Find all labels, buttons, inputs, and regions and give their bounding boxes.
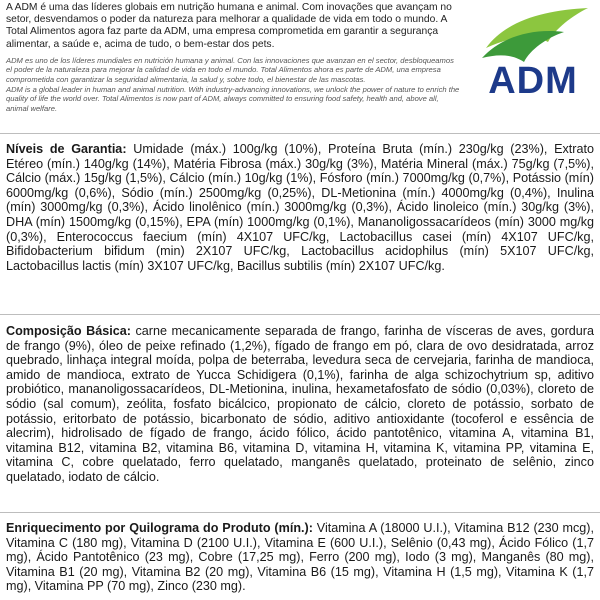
garantia-section bbox=[6, 142, 594, 273]
intro-english: ADM is a global leader in human and animal nutrition. With industry-advancing innovations, we unlock the power of nature to enrich the quality of life the world over. Total Alimentos is now part of ADM, always committed to ensuring food safety, health and, above all, animal welfare. bbox=[6, 84, 460, 113]
divider-1 bbox=[0, 133, 600, 134]
logo-text: ADM bbox=[488, 60, 578, 102]
garantia-title: Níveis de Garantia: bbox=[6, 142, 127, 156]
leaf-icon bbox=[468, 6, 596, 66]
divider-2 bbox=[0, 314, 600, 315]
composicao-section bbox=[6, 324, 594, 485]
intro-spanish: ADM es uno de los líderes mundiales en nutrición humana y animal. Con las innovaciones que avanzan en el sector, desbloqueamos el poder de la naturaleza para mejorar la calidad de vida en todo el mundo. Total Alimentos ahora es parte de ADM, una empresa comprometida con garantizar la seguridad alimentaria, la salud y, sobre todo, el bienestar de las mascotas. bbox=[6, 55, 454, 84]
garantia-text: Umidade (máx.) 100g/kg (10%), Proteína Bruta (mín.) 230g/kg (23%), Extrato Etéreo (mín.) 140g/kg (14%), Matéria Fibrosa (máx.) 30g/kg (3%), Matéria Mineral (máx.) 75g/kg (7,5%), Cálcio (máx.) 15g/kg (1,5%), Cálcio (mín.) 10g/kg (1%), Fósforo (mín.) 7000mg/kg (0,7%), Potássio (mín) 6000mg/kg (0,6%), Sódio (mín.) 2500mg/kg (0,25%), DL-Metionina (mín.) 4000mg/kg (0,4%), Inulina (mín) 3000mg/kg (0,3%), Ácido linolênico (mín.) 3000mg/kg (0,3%), Ácido linoleico (mín.) 30g/kg (3%), DHA (mín) 1500mg/kg (0,15%), EPA (mín) 1000mg/kg (0,1%), Mananoligossacarídeos (mín) 3000 mg/kg (0,3%), Enterococcus faecium (mín) 4X107 UFC/kg, Lactobacillus casei (mín) 4X107 UFC/kg, Bifidobacterium bifidum (min) 2X107 UFC/kg, Lactobacillus acidophilus (mín) 5X107 UFC/kg, Lactobacillus lactis (mín) 3X107 UFC/kg, Bacillus subtilis (mín) 2X107 UFC/kg. bbox=[6, 142, 594, 273]
adm-logo bbox=[468, 6, 596, 106]
enriquecimento-text: Vitamina A (18000 U.I.), Vitamina B12 (230 mcg), Vitamina C (180 mg), Vitamina D (2100 U.I.), Vitamina E (600 U.I.), Selênio (0,43 mg), Ácido Fólico (1,7 mg), Ácido Pantotênico (23 mg), Cobre (17,25 mg), Ferro (200 mg), Iodo (3 mg), Manganês (80 mg), Vitamina B1 (20 mg), Vitamina B2 (20 mg), Vitamina B6 (15 mg), Vitamina H (1,5 mg), Vitamina K (1,7 mg), Vitamina PP (70 mg), Zinco (230 mg). bbox=[6, 521, 594, 594]
composicao-text: carne mecanicamente separada de frango, farinha de vísceras de aves, gordura de frango (9%), óleo de peixe refinado (1,2%), fígado de frango em pó, clara de ovo desidratada, arroz quebrado, linhaça integral moída, polpa de beterraba, levedura seca de cervejaria, farinha de mandioca, amido de mandioca, extrato de Yucca Schidigera (0,1%), farinha de alga schizochytrium sp, aditivo probiótico, mananoligossacarídeos, DL-Metionina, inulina, hexametafosfato de sódio (0,03%), cloreto de sódio (sal comum), zeólita, fosfato bicálcico, propionato de cálcio, cloreto de potássio, sorbato de potássio, eritorbato de potássio, bicarbonato de sódio, aditivo antioxidante (tocoferol e essência de alecrim), hidrolisado de fígado de frango, ácido fólico, ácido pantotênico, vitamina A, vitamina B1, vitamina B12, vitamina B2, vitamina B6, vitamina D, vitamina H, vitamina K, vitamina PP, vitamina E, vitamina C, cobre quelatado, ferro quelatado, manganês quelatado, proteinato de selênio, zinco quelatado, iodato de cálcio. bbox=[6, 324, 594, 484]
intro-portuguese: A ADM é uma das líderes globais em nutrição humana e animal. Com inovações que avançam no setor, desvendamos o poder da natureza para melhorar a qualidade de vida em todo o mundo. A Total Alimentos agora faz parte da ADM, uma empresa comprometida em garantir a segurança alimentar, a saúde e, acima de tudo, o bem-estar dos pets. bbox=[6, 2, 452, 50]
enriquecimento-section bbox=[6, 521, 594, 594]
composicao-title: Composição Básica: bbox=[6, 324, 131, 338]
divider-3 bbox=[0, 512, 600, 513]
leaf-dark-swoosh bbox=[482, 31, 564, 62]
enriquecimento-title: Enriquecimento por Quilograma do Produto (mín.): bbox=[6, 521, 313, 535]
intro-section bbox=[6, 2, 461, 113]
